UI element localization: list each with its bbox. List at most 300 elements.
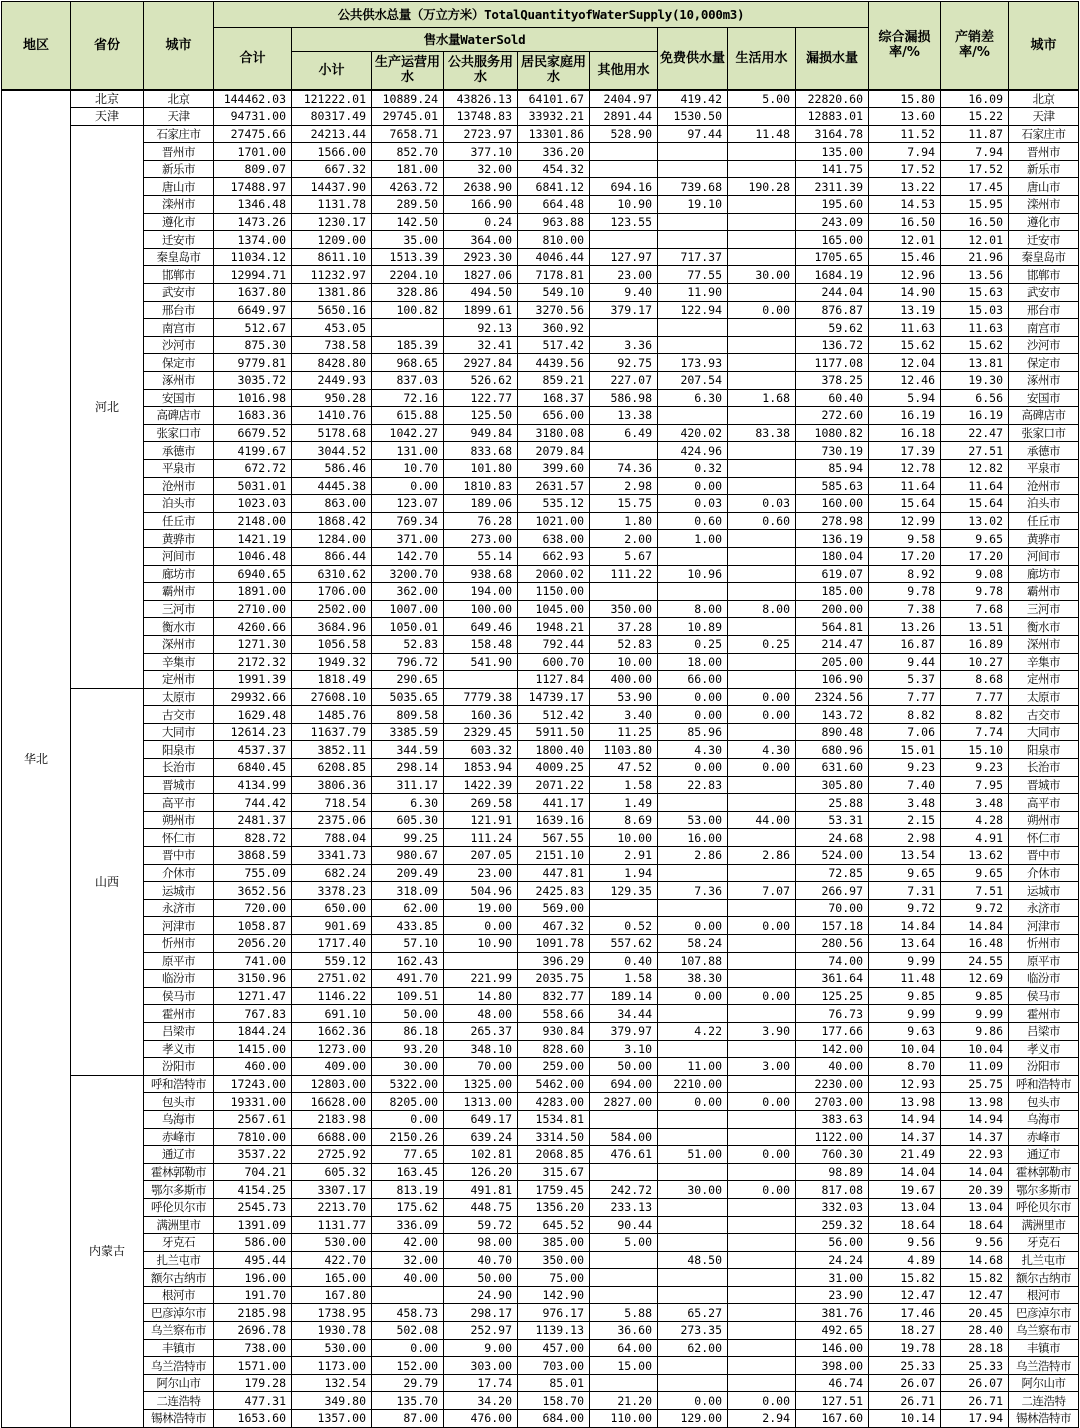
value-cell: 72.85 [796,864,869,882]
value-cell: 1810.83 [444,477,518,495]
value-cell: 5035.65 [372,688,444,706]
value-cell: 0.00 [728,706,796,724]
value-cell: 17.52 [869,160,941,178]
value-cell: 1.68 [728,389,796,407]
value-cell: 379.97 [590,1022,658,1040]
value-cell: 42.00 [372,1234,444,1252]
city-right-cell: 天津 [1009,108,1079,126]
value-cell: 528.90 [590,125,658,143]
value-cell: 53.00 [658,811,728,829]
value-cell: 3.48 [869,794,941,812]
value-cell: 901.69 [292,917,372,935]
value-cell: 14739.17 [518,688,590,706]
value-cell: 2404.97 [590,90,658,108]
value-cell: 938.68 [444,565,518,583]
value-cell [728,565,796,583]
table-row [2,723,1079,741]
value-cell: 10.14 [869,1410,941,1428]
value-cell: 33932.21 [518,108,590,126]
value-cell: 12.01 [869,231,941,249]
value-cell [658,1163,728,1181]
value-cell: 85.94 [796,459,869,477]
value-cell: 1173.00 [292,1357,372,1375]
value-cell: 5650.16 [292,301,372,319]
city-right-cell: 晋城市 [1009,776,1079,794]
value-cell: 9.65 [941,530,1009,548]
table-row [2,794,1079,812]
value-cell: 2449.93 [292,372,372,390]
value-cell: 10.00 [590,829,658,847]
value-cell: 567.55 [518,829,590,847]
value-cell: 3.90 [728,1022,796,1040]
city-cell: 太原市 [144,688,214,706]
city-cell: 介休市 [144,864,214,882]
value-cell: 1571.00 [214,1357,292,1375]
city-right-cell: 霍林郭勒市 [1009,1163,1079,1181]
value-cell: 1131.77 [292,1216,372,1234]
city-cell: 晋城市 [144,776,214,794]
value-cell: 1683.36 [214,407,292,425]
table-row [2,1022,1079,1040]
value-cell: 512.42 [518,706,590,724]
value-cell: 40.00 [796,1058,869,1076]
value-cell: 1046.48 [214,547,292,565]
value-cell: 1530.50 [658,108,728,126]
table-row [2,935,1079,953]
value-cell: 4283.00 [518,1093,590,1111]
value-cell: 166.90 [444,196,518,214]
value-cell: 10.90 [444,935,518,953]
city-cell: 锡林浩特市 [144,1410,214,1428]
value-cell: 163.45 [372,1163,444,1181]
value-cell: 6.49 [590,424,658,442]
value-cell: 13.04 [941,1198,1009,1216]
value-cell: 52.83 [590,635,658,653]
value-cell [728,1339,796,1357]
value-cell: 15.75 [590,495,658,513]
value-cell: 0.00 [658,688,728,706]
value-cell: 0.00 [658,917,728,935]
city-right-cell: 廊坊市 [1009,565,1079,583]
value-cell: 420.02 [658,424,728,442]
value-cell: 377.10 [444,143,518,161]
city-cell: 武安市 [144,284,214,302]
city-cell: 满洲里市 [144,1216,214,1234]
value-cell: 9.44 [869,653,941,671]
value-cell: 11.64 [869,477,941,495]
table-row [2,811,1079,829]
value-cell: 535.12 [518,495,590,513]
table-row [2,970,1079,988]
city-cell: 辛集市 [144,653,214,671]
city-cell: 高平市 [144,794,214,812]
city-cell: 乌兰察布市 [144,1322,214,1340]
value-cell: 664.48 [518,196,590,214]
city-cell: 新乐市 [144,160,214,178]
city-right-cell: 阿尔山市 [1009,1374,1079,1392]
value-cell: 1991.39 [214,671,292,689]
value-cell: 1485.76 [292,706,372,724]
city-cell: 晋州市 [144,143,214,161]
city-right-cell: 侯马市 [1009,987,1079,1005]
value-cell: 457.00 [518,1339,590,1357]
value-cell: 30.00 [658,1181,728,1199]
value-cell: 17.45 [941,178,1009,196]
value-cell: 7.94 [941,143,1009,161]
value-cell: 17.94 [941,1410,1009,1428]
value-cell: 136.72 [796,336,869,354]
value-cell: 968.65 [372,354,444,372]
value-cell: 11.00 [658,1058,728,1076]
value-cell: 24.55 [941,952,1009,970]
table-row [2,1304,1079,1322]
value-cell: 32.00 [372,1251,444,1269]
value-cell: 828.72 [214,829,292,847]
value-cell: 28.40 [941,1322,1009,1340]
value-cell: 14.37 [941,1128,1009,1146]
value-cell: 50.00 [590,1058,658,1076]
value-cell: 265.37 [444,1022,518,1040]
value-cell: 14.53 [869,196,941,214]
value-cell [728,1110,796,1128]
value-cell: 85.96 [658,723,728,741]
value-cell: 7.38 [869,600,941,618]
city-right-cell: 扎兰屯市 [1009,1251,1079,1269]
value-cell: 59.62 [796,319,869,337]
value-cell: 3035.72 [214,372,292,390]
value-cell: 7.77 [869,688,941,706]
city-cell: 邢台市 [144,301,214,319]
city-right-cell: 邯郸市 [1009,266,1079,284]
value-cell [728,1286,796,1304]
value-cell: 7.51 [941,882,1009,900]
value-cell: 1637.80 [214,284,292,302]
value-cell: 1891.00 [214,583,292,601]
value-cell [728,1040,796,1058]
city-right-cell: 泊头市 [1009,495,1079,513]
value-cell: 1391.09 [214,1216,292,1234]
region-cell: 华北 [2,90,71,1428]
value-cell: 16.87 [869,635,941,653]
value-cell: 1717.40 [292,935,372,953]
value-cell: 6649.97 [214,301,292,319]
city-cell: 平泉市 [144,459,214,477]
value-cell: 19.00 [444,899,518,917]
value-cell: 6.30 [658,389,728,407]
value-cell: 25.75 [941,1075,1009,1093]
value-cell: 2481.37 [214,811,292,829]
value-cell: 2.94 [728,1410,796,1428]
value-cell: 15.00 [590,1357,658,1375]
value-cell: 109.51 [372,987,444,1005]
city-right-cell: 临汾市 [1009,970,1079,988]
value-cell: 4009.25 [518,759,590,777]
city-right-cell: 新乐市 [1009,160,1079,178]
value-cell: 10.89 [658,618,728,636]
value-cell: 13.19 [869,301,941,319]
city-right-cell: 南宫市 [1009,319,1079,337]
value-cell: 60.40 [796,389,869,407]
value-cell [728,1075,796,1093]
value-cell: 717.37 [658,248,728,266]
value-cell: 3307.17 [292,1181,372,1199]
value-cell: 11.25 [590,723,658,741]
value-cell: 214.47 [796,635,869,653]
value-cell: 243.09 [796,213,869,231]
value-cell: 1705.65 [796,248,869,266]
value-cell: 2.98 [869,829,941,847]
value-cell: 14.84 [941,917,1009,935]
city-cell: 根河市 [144,1286,214,1304]
city-right-cell: 忻州市 [1009,935,1079,953]
city-cell: 滦州市 [144,196,214,214]
value-cell: 315.67 [518,1163,590,1181]
value-cell: 615.88 [372,407,444,425]
value-cell: 23.00 [444,864,518,882]
value-cell: 191.70 [214,1286,292,1304]
value-cell: 142.00 [796,1040,869,1058]
value-cell: 205.00 [796,653,869,671]
city-right-cell: 运城市 [1009,882,1079,900]
value-cell: 97.44 [658,125,728,143]
value-cell: 755.09 [214,864,292,882]
value-cell: 16628.00 [292,1093,372,1111]
value-cell: 46.74 [796,1374,869,1392]
value-cell: 332.03 [796,1198,869,1216]
value-cell: 29745.01 [372,108,444,126]
value-cell: 817.08 [796,1181,869,1199]
value-cell: 158.70 [518,1392,590,1410]
table-row [2,530,1079,548]
value-cell: 305.80 [796,776,869,794]
value-cell: 1103.80 [590,741,658,759]
value-cell: 859.21 [518,372,590,390]
value-cell: 3684.96 [292,618,372,636]
table-row [2,706,1079,724]
value-cell: 2324.56 [796,688,869,706]
city-cell: 沙河市 [144,336,214,354]
value-cell: 1410.76 [292,407,372,425]
value-cell: 11.63 [941,319,1009,337]
value-cell: 111.24 [444,829,518,847]
table-row [2,1110,1079,1128]
city-cell: 天津 [144,108,214,126]
province-cell: 内蒙古 [71,1075,144,1427]
value-cell: 9.78 [941,583,1009,601]
city-cell: 承德市 [144,442,214,460]
value-cell: 7.40 [869,776,941,794]
value-cell: 17.52 [941,160,1009,178]
value-cell: 52.83 [372,635,444,653]
value-cell: 18.00 [658,653,728,671]
value-cell: 194.00 [444,583,518,601]
value-cell: 730.19 [796,442,869,460]
value-cell [728,583,796,601]
city-cell: 保定市 [144,354,214,372]
value-cell: 0.03 [728,495,796,513]
value-cell: 74.00 [796,952,869,970]
value-cell: 605.30 [372,811,444,829]
city-right-cell: 平泉市 [1009,459,1079,477]
value-cell: 15.64 [941,495,1009,513]
table-row [2,178,1079,196]
value-cell: 15.80 [869,90,941,108]
value-cell: 4439.56 [518,354,590,372]
value-cell: 976.17 [518,1304,590,1322]
value-cell: 0.00 [372,477,444,495]
city-cell: 定州市 [144,671,214,689]
table-row [2,600,1079,618]
value-cell: 9.63 [869,1022,941,1040]
city-right-cell: 河津市 [1009,917,1079,935]
value-cell: 720.00 [214,899,292,917]
value-cell: 419.42 [658,90,728,108]
city-cell: 原平市 [144,952,214,970]
value-cell: 77.65 [372,1146,444,1164]
value-cell: 13.64 [869,935,941,953]
value-cell: 34.44 [590,1005,658,1023]
value-cell: 15.62 [869,336,941,354]
value-cell: 0.00 [444,917,518,935]
header-free-supply: 免费供水量 [658,28,728,90]
value-cell: 8.68 [941,671,1009,689]
value-cell: 165.00 [292,1269,372,1287]
value-cell: 9.56 [869,1234,941,1252]
value-cell: 9.65 [941,864,1009,882]
value-cell: 1.94 [590,864,658,882]
value-cell: 200.00 [796,600,869,618]
value-cell [728,547,796,565]
value-cell: 1.80 [590,512,658,530]
value-cell: 477.31 [214,1392,292,1410]
value-cell [590,442,658,460]
value-cell: 16.89 [941,635,1009,653]
city-right-cell: 高平市 [1009,794,1079,812]
value-cell: 1050.01 [372,618,444,636]
value-cell: 53.90 [590,688,658,706]
table-row [2,1269,1079,1287]
value-cell: 146.00 [796,1339,869,1357]
city-right-cell: 北京 [1009,90,1079,108]
table-row [2,231,1079,249]
value-cell: 980.67 [372,847,444,865]
city-right-cell: 安国市 [1009,389,1079,407]
value-cell: 467.32 [518,917,590,935]
value-cell: 3868.59 [214,847,292,865]
header-city: 城市 [144,2,214,90]
value-cell: 1021.00 [518,512,590,530]
value-cell [590,231,658,249]
value-cell: 385.00 [518,1234,590,1252]
value-cell: 15.03 [941,301,1009,319]
water-supply-table [1,1,1079,1428]
city-cell: 大同市 [144,723,214,741]
value-cell: 12.47 [869,1286,941,1304]
value-cell [728,671,796,689]
value-cell: 23.00 [590,266,658,284]
value-cell [728,1005,796,1023]
header-household: 居民家庭用水 [518,52,590,90]
city-right-cell: 衡水市 [1009,618,1079,636]
value-cell: 5.94 [869,389,941,407]
value-cell: 18.64 [869,1216,941,1234]
value-cell [658,1269,728,1287]
value-cell: 667.32 [292,160,372,178]
value-cell: 3.00 [728,1058,796,1076]
value-cell: 949.84 [444,424,518,442]
value-cell: 9.23 [941,759,1009,777]
value-cell: 564.81 [796,618,869,636]
header-domestic: 生活用水 [728,28,796,90]
value-cell: 13.81 [941,354,1009,372]
value-cell: 1042.27 [372,424,444,442]
value-cell: 810.00 [518,231,590,249]
value-cell: 102.81 [444,1146,518,1164]
value-cell: 1566.00 [292,143,372,161]
value-cell: 18.64 [941,1216,1009,1234]
value-cell: 123.55 [590,213,658,231]
value-cell: 111.22 [590,565,658,583]
value-cell: 244.04 [796,284,869,302]
value-cell [590,1269,658,1287]
value-cell: 10.27 [941,653,1009,671]
value-cell: 809.58 [372,706,444,724]
value-cell: 242.72 [590,1181,658,1199]
value-cell: 0.52 [590,917,658,935]
value-cell: 44.00 [728,811,796,829]
value-cell: 1056.58 [292,635,372,653]
value-cell: 110.00 [590,1410,658,1428]
table-row [2,1181,1079,1199]
table-row [2,160,1079,178]
value-cell: 3.10 [590,1040,658,1058]
value-cell [728,1374,796,1392]
value-cell: 0.40 [590,952,658,970]
value-cell [590,1286,658,1304]
value-cell: 207.05 [444,847,518,865]
value-cell: 10.96 [658,565,728,583]
city-cell: 永济市 [144,899,214,917]
value-cell: 143.72 [796,706,869,724]
table-row [2,196,1079,214]
value-cell [728,864,796,882]
table-row [2,1251,1079,1269]
value-cell: 502.08 [372,1322,444,1340]
city-cell: 赤峰市 [144,1128,214,1146]
value-cell: 2703.00 [796,1093,869,1111]
value-cell: 4.89 [869,1251,941,1269]
value-cell: 126.20 [444,1163,518,1181]
city-cell: 朔州市 [144,811,214,829]
value-cell: 348.10 [444,1040,518,1058]
table-row [2,917,1079,935]
value-cell: 796.72 [372,653,444,671]
province-cell: 北京 [71,90,144,108]
value-cell: 0.00 [728,301,796,319]
value-cell: 1.49 [590,794,658,812]
value-cell: 40.70 [444,1251,518,1269]
value-cell: 530.00 [292,1234,372,1252]
value-cell: 0.00 [728,1093,796,1111]
city-right-cell: 河间市 [1009,547,1079,565]
value-cell: 1122.00 [796,1128,869,1146]
value-cell: 26.71 [941,1392,1009,1410]
value-cell: 11.87 [941,125,1009,143]
value-cell: 3652.56 [214,882,292,900]
value-cell: 4.28 [941,811,1009,829]
value-cell: 28.18 [941,1339,1009,1357]
value-cell: 76.73 [796,1005,869,1023]
